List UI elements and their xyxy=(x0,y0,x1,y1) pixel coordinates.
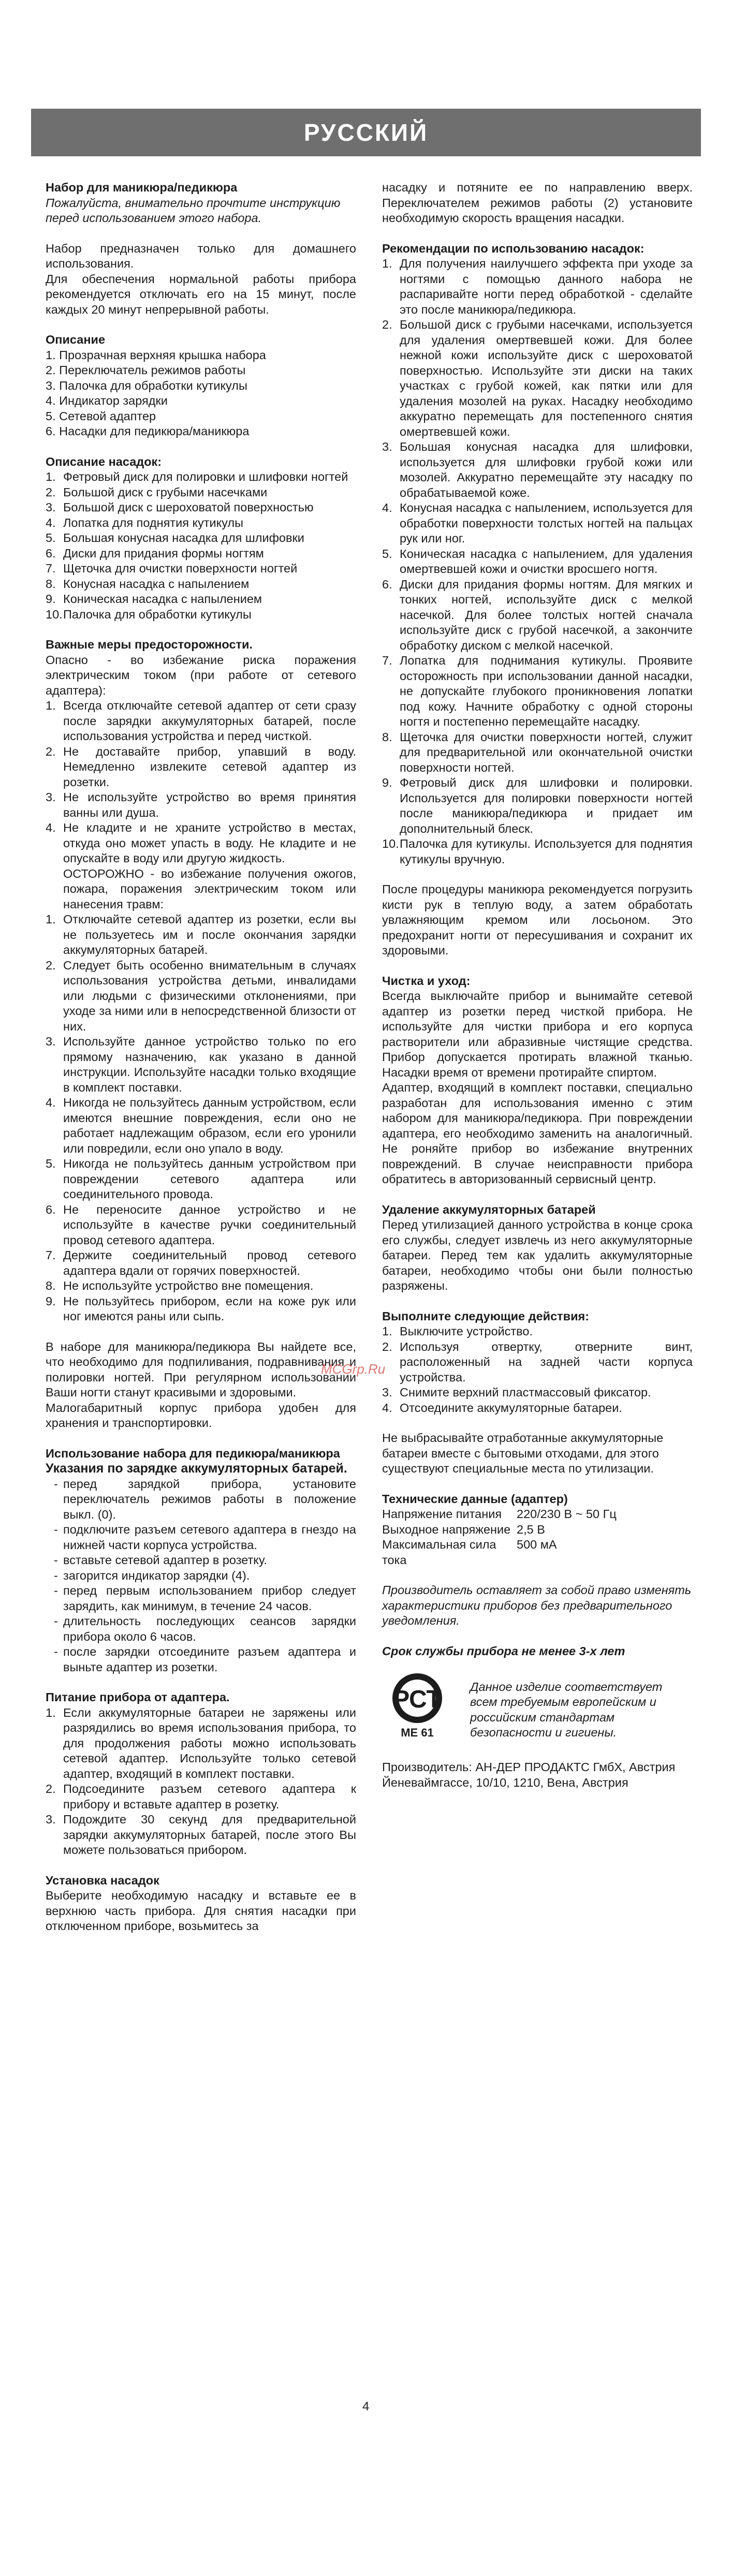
safety-title: Важные меры предосторожности. xyxy=(46,638,253,651)
list-item: - вставьте сетевой адаптер в розетку. xyxy=(54,1553,267,1567)
purpose-text: Набор предназначен только для домашнего использования. xyxy=(46,241,356,270)
service-life: Срок службы прибора не менее 3-х лет xyxy=(382,1644,625,1658)
list-item: 8. Не используйте устройство вне помещения. xyxy=(46,1279,314,1292)
operation-note: Для обеспечения нормальной работы прибора рекомендуется отключать его на 15 минут, после каждых 20 минут непрерывной работы. xyxy=(46,272,356,316)
list-item: 8. Конусная насадка с напылением xyxy=(46,577,250,591)
list-item: - длительность последующих сеансов зарядки прибора около 6 часов. xyxy=(54,1614,356,1643)
certification-text: Данное изделие соответствует всем требуемым европейским и российским стандартам безопасности и гигиены. xyxy=(470,1680,663,1739)
list-item: 5. Коническая насадка с напылением, для удаления омертвевшей кожи и очистки вросшего ногтя. xyxy=(382,547,693,576)
table-row: Максимальная сила тока 500 мА xyxy=(382,1538,557,1567)
list-item: 3. Большой диск с шероховатой поверхностью xyxy=(46,501,314,514)
svg-text:РСТ: РСТ xyxy=(393,1686,442,1713)
list-item: 1. Отключайте сетевой адаптер из розетки, если вы не пользуетесь им и после окончания зарядки аккумуляторных батарей. xyxy=(46,912,356,956)
page-number: 4 xyxy=(362,2400,370,2413)
list-item: 2. Переключатель режимов работы xyxy=(46,363,246,377)
right-column xyxy=(382,180,693,1790)
list-item: 4. Никогда не пользуйтесь данным устройством, если имеются внешние повреждения, если оно не работает надлежащим образом, если его уронили или повредили, если оно упало в воду. xyxy=(46,1096,356,1155)
list-item: 9. Не пользуйтесь прибором, если на коже рук или ног имеются раны или сыпь. xyxy=(46,1294,356,1323)
list-item: 3. Большая конусная насадка для шлифовки, используется для шлифовки грубой кожи или мозолей. Аккуратно перемещайте эту насадку по обрабатываемой коже. xyxy=(382,440,693,499)
certification-block xyxy=(382,1666,693,1753)
list-item: 1. Если аккумуляторные батареи не заряжены или разрядились во время использования прибора, то для продолжения работы можно использовать сетевой адаптер. Используйте только сетевой адаптер, входящий в комплект поставки. xyxy=(46,1705,356,1780)
list-item: 3. Подождите 30 секунд для предварительной зарядки аккумуляторных батарей, после этого Вы можете пользоваться прибором. xyxy=(46,1813,356,1857)
list-item: 6. Диски для придания формы ногтям. Для мягких и тонких ногтей, используйте диск с мелкой насечкой. Для более толстых ногтей сначала используйте диск с грубой насечкой, а закончите обработку диском с мелкой насечкой. xyxy=(382,577,693,652)
steps-title: Выполните следующие действия: xyxy=(382,1309,590,1323)
language-header xyxy=(31,109,701,156)
list-item: - после зарядки отсоедините разъем адаптера и выньте адаптер из розетки. xyxy=(54,1645,356,1674)
charge-title: Указания по зарядке аккумуляторных батарей. xyxy=(46,1461,347,1476)
list-item: 1. Выключите устройство. xyxy=(382,1324,533,1338)
list-item: 1. Прозрачная верхняя крышка набора xyxy=(46,348,266,362)
list-item: 2. Следует быть особенно внимательным в случаях использования устройства детьми, инвалидами или людьми с физическими отклонениями, при уходе за ними или в непосредственной близости от них. xyxy=(46,958,356,1033)
list-item: 3. Используйте данное устройство только по его прямому назначению, как указано в данной инструкции. Используйте насадки только входящие в комплект поставки. xyxy=(46,1035,356,1094)
list-item: 3. Палочка для обработки кутикулы xyxy=(46,378,247,392)
disposal-text: Не выбрасывайте отработанные аккумуляторные батареи вместе с бытовыми отходами, для этого существуют специальные места по утилизации. xyxy=(382,1431,664,1475)
list-item: 7. Держите соединительный провод сетевого адаптера вдали от горячих поверхностей. xyxy=(46,1248,356,1277)
language-title: РУССКИЙ xyxy=(303,119,429,146)
power-title: Питание прибора от адаптера. xyxy=(46,1690,230,1704)
description-title: Описание xyxy=(46,333,106,346)
list-item: 5. Никогда не пользуйтесь данным устройством при повреждении сетевого адаптера или соединительного провода. xyxy=(46,1157,356,1201)
watermark: MCGrp.Ru xyxy=(321,1361,386,1377)
list-item: 1. Всегда отключайте сетевой адаптер от сети сразу после зарядки аккумуляторных батарей, после использования устройства и перед чисткой. xyxy=(46,699,356,743)
list-item: 2. Не доставайте прибор, упавший в воду. Немедленно извлеките сетевой адаптер из розетки. xyxy=(46,744,356,789)
list-item: 2. Используя отвертку, отверните винт, расположенный на задней части корпуса устройства. xyxy=(382,1339,693,1384)
safety-intro: Опасно - во избежание риска поражения электрическим током (при работе от сетевого адаптера): xyxy=(46,653,356,697)
left-column xyxy=(46,180,356,1934)
certification-mark-icon xyxy=(382,1666,470,1744)
intro-text: Пожалуйста, внимательно прочтите инструкцию перед использованием этого набора. xyxy=(46,196,341,225)
list-item: 2. Большой диск с грубыми насечками, используется для удаления омертвевшей кожи. Для более нежной кожи используйте диск с шероховатой поверхностью. Используйте эти диски на таких участках с грубой кожей, как пятки или для удаления мозолей на руках. Насадку необходимо аккуратно перемещать для постепенного снятия омертвевшей кожи. xyxy=(382,318,693,438)
list-item: 4. Конусная насадка с напылением, используется для обработки поверхности толстых ногтей на пальцах рук или ног. xyxy=(382,501,693,545)
producer-text: Производитель: АН-ДЕР ПРОДАКТС ГмбХ, Австрия xyxy=(382,1760,676,1774)
list-item: 5. Сетевой адаптер xyxy=(46,409,156,423)
list-item: 9. Коническая насадка с напылением xyxy=(46,592,262,606)
list-item: 2. Подсоедините разъем сетевого адаптера к прибору и вставьте адаптер в розетку. xyxy=(46,1782,356,1811)
list-item: 9. Фетровый диск для шлифовки и полировки. Используется для полировки поверхности ногтей после маникюра/педикюра и придает им дополнительный блеск. xyxy=(382,776,693,835)
table-row: Напряжение питания 220/230 В ~ 50 Гц xyxy=(382,1507,617,1521)
tech-title: Технические данные (адаптер) xyxy=(382,1492,568,1506)
specs-table xyxy=(382,1507,693,1568)
aftercare-text: После процедуры маникюра рекомендуется погрузить кисти рук в теплую воду, а затем обработать увлажняющим кремом или лосьоном. Это предохранит ногти от пересушивания и сохранит их здоровыми. xyxy=(382,882,693,957)
list-item: 5. Большая конусная насадка для шлифовки xyxy=(46,531,304,544)
list-item: - перед первым использованием прибор следует зарядить, как минимум, в течение 24 часов. xyxy=(54,1584,356,1613)
list-item: 4. Не кладите и не храните устройство в местах, откуда оно может упасть в воду. Не кладите и не опускайте в воду или другую жидкость. xyxy=(46,821,356,865)
list-item: 1. Для получения наилучшего эффекта при уходе за ногтями с помощью данного набора не распаривайте ногти перед обработкой - сделайте это после маникюра/педикюра. xyxy=(382,257,693,316)
battery-title: Удаление аккумуляторных батарей xyxy=(382,1202,596,1216)
list-item: 3. Снимите верхний пластмассовый фиксатор. xyxy=(382,1386,651,1399)
list-item: 3. Не используйте устройство во время принятия ванны или душа. xyxy=(46,790,356,819)
list-item: 1. Фетровый диск для полировки и шлифовки ногтей xyxy=(46,470,348,483)
list-item: 6. Не переносите данное устройство и не используйте в качестве ручки соединительный провод сетевого адаптера. xyxy=(46,1202,356,1247)
recommendations-title: Рекомендации по использованию насадок: xyxy=(382,241,645,255)
nozzles-title: Описание насадок: xyxy=(46,454,162,468)
safety-list-2 xyxy=(46,912,356,1324)
manufacturer-note: Производитель оставляет за собой право изменять характеристики приборов без предварительного уведомления. xyxy=(382,1583,692,1627)
kit-text: В наборе для маникюра/педикюра Вы найдете все, что необходимо для подпиливания, подравнивания и полировки ногтей. При регулярном использовании Ваши ногти станут красивыми и здоровыми. xyxy=(46,1339,356,1399)
steps-list xyxy=(382,1324,693,1416)
list-item: 10. Палочка для кутикулы. Используется для поднятия кутикулы вручную. xyxy=(382,837,693,866)
nozzles-list xyxy=(46,469,356,622)
charge-list xyxy=(46,1477,356,1675)
list-item: - подключите разъем сетевого адаптера в гнездо на нижней части корпуса устройства. xyxy=(54,1523,356,1552)
list-item: 7. Щеточка для очистки поверхности ногтей xyxy=(46,562,298,575)
install-text: Выберите необходимую насадку и вставьте ее в верхнюю часть прибора. Для снятия насадки при отключенном приборе, возьмитесь за xyxy=(46,1889,356,1933)
recommendations-list xyxy=(382,256,693,867)
table-row: Выходное напряжение 2,5 В xyxy=(382,1522,545,1536)
cleaning-text: Всегда выключайте прибор и вынимайте сетевой адаптер из розетки перед чисткой прибора. Не используйте для чистки прибора и его корпуса растворители или абразивные чистящие средства. Прибор допускается протирать влажной тканью. Насадки время от времени протирайте спиртом. xyxy=(382,989,693,1079)
battery-text: Перед утилизацией данного устройства в конце срока его службы, следует извлечь из него аккумуляторные батареи. Перед тем как удалить аккумуляторные батареи, необходимо чтобы они были полностью разряжены. xyxy=(382,1218,693,1292)
certification-code: ME 61 xyxy=(401,1726,434,1739)
list-item: 7. Лопатка для поднимания кутикулы. Проявите осторожность при использовании данной насадки, не допускайте глубокого проникновения лопатки под кожу. Начните обработку с одной стороны ногтя и постепенно перемещайте насадку. xyxy=(382,654,693,728)
install-title: Установка насадок xyxy=(46,1873,159,1887)
use-title: Использование набора для педикюра/маникюра xyxy=(46,1446,340,1460)
power-list xyxy=(46,1705,356,1858)
description-list xyxy=(46,348,356,439)
list-item: 4. Индикатор зарядки xyxy=(46,394,168,407)
list-item: 6. Диски для придания формы ногтям xyxy=(46,546,264,560)
caution-text: ОСТОРОЖНО - во избежание получения ожогов, пожара, поражения электрическим током или нанесения травм: xyxy=(63,866,356,911)
producer-address: Йеневаймгассе, 10/10, 1210, Вена, Австрия xyxy=(382,1775,628,1789)
list-item: - загорится индикатор зарядки (4). xyxy=(54,1568,250,1582)
list-item: 4. Отсоедините аккумуляторные батареи. xyxy=(382,1401,622,1415)
list-item: 2. Большой диск с грубыми насечками xyxy=(46,485,268,499)
cleaning-title: Чистка и уход: xyxy=(382,974,471,988)
adapter-text: Адаптер, входящий в комплект поставки, специально разработан для использования именно с этим набором для маникюра/педикюра. При повреждении адаптера, его необходимо заменить на аналогичный. Не роняйте прибор во избежание внутренних повреждений. В случае неисправности прибора обратитесь в авторизованный сервисный центр. xyxy=(382,1081,693,1186)
list-item: 10. Палочка для обработки кутикулы xyxy=(46,607,252,621)
list-item: - перед зарядкой прибора, установите переключатель режимов работы в положение выкл. (0). xyxy=(54,1477,356,1521)
list-item: 6. Насадки для педикюра/маникюра xyxy=(46,424,250,438)
install-text-cont: насадку и потяните ее по направлению вверх. Переключателем режимов работы (2) установите необходимую скорость вращения насадки. xyxy=(382,181,693,225)
safety-list-1 xyxy=(46,698,356,866)
product-title: Набор для маникюра/педикюра xyxy=(46,181,238,194)
list-item: 8. Щеточка для очистки поверхности ногтей, служит для предварительной или окончательной очистки поверхности ногтей. xyxy=(382,730,693,774)
list-item: 4. Лопатка для поднятия кутикулы xyxy=(46,516,244,529)
kit-text-2: Малогабаритный корпус прибора удобен для хранения и транспортировки. xyxy=(46,1401,356,1430)
